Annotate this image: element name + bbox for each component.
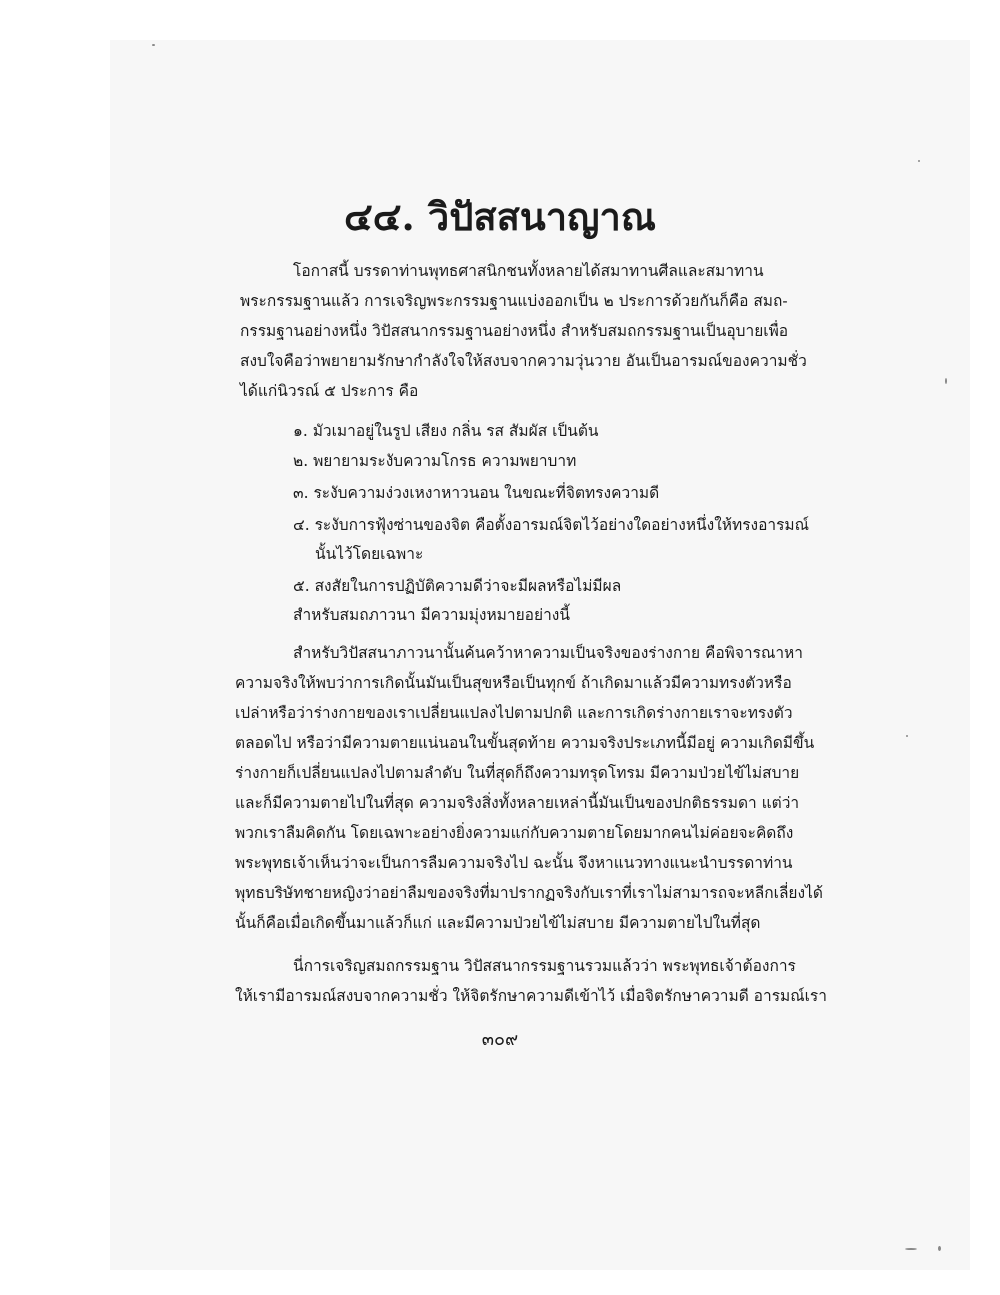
scan-speck [906,735,908,737]
page-number: ๓๐๙ [481,1029,519,1050]
scan-speck [938,1246,941,1251]
scan-speck [945,378,947,384]
scan-speck [905,1248,917,1250]
list-item: ๕. สงสัยในการปฏิบัติความดีว่าจะมีผลหรือไม่มีผล [293,577,622,595]
closing-line: นี่การเจริญสมถกรรมฐาน วิปัสสนากรรมฐานรวมแล้วว่า พระพุทธเจ้าต้องการ [293,957,796,975]
closing-line: ให้เรามีอารมณ์สงบจากความชั่ว ให้จิตรักษาความดีเข้าไว้ เมื่อจิตรักษาความดี อารมณ์เรา [235,987,827,1005]
list-item: ๓. ระงับความง่วงเหงาหาวนอน ในขณะที่จิตทรงความดี [293,484,660,502]
vipassana-line: พุทธบริษัทชายหญิงว่าอย่าลืมของจริงที่มาปรากฏจริงกับเราที่เราไม่สามารถจะหลีกเลี่ยงได้ [235,884,823,902]
vipassana-line: เปล่าหรือว่าร่างกายของเราเปลี่ยนแปลงไปตามปกติ และการเกิดร่างกายเราจะทรงตัว [235,704,793,722]
vipassana-line: นั้นก็คือเมื่อเกิดขึ้นมาแล้วก็แก่ และมีความป่วยไข้ไม่สบาย มีความตายไปในที่สุด [235,914,761,932]
vipassana-line: ร่างกายก็เปลี่ยนแปลงไปตามลำดับ ในที่สุดก็ถึงความทรุดโทรม มีความป่วยไข้ไม่สบาย [235,764,800,782]
list-item: ๑. มัวเมาอยู่ในรูป เสียง กลิ่น รส สัมผัส เป็นต้น [293,422,599,440]
list-item: ๒. พยายามระงับความโกรธ ความพยาบาท [293,452,577,470]
intro-line: กรรมฐานอย่างหนึ่ง วิปัสสนากรรมฐานอย่างหนึ่ง สำหรับสมถกรรมฐานเป็นอุบายเพื่อ [240,322,789,340]
intro-line: ได้แก่นิวรณ์ ๕ ประการ คือ [240,382,419,400]
intro-line: พระกรรมฐานแล้ว การเจริญพระกรรมฐานแบ่งออกเป็น ๒ ประการด้วยกันก็คือ สมถ- [240,292,788,310]
vipassana-line: และก็มีความตายไปในที่สุด ความจริงสิ่งทั้งหลายเหล่านี้มันเป็นของปกติธรรมดา แต่ว่า [235,794,800,812]
vipassana-line: ตลอดไป หรือว่ามีความตายแน่นอนในขั้นสุดท้าย ความจริงประเภทนี้มีอยู่ ความเกิดมีขึ้น [235,734,815,752]
vipassana-line: ความจริงให้พบว่าการเกิดนั้นมันเป็นสุขหรือเป็นทุกข์ ถ้าเกิดมาแล้วมีความทรงตัวหรือ [235,674,792,692]
intro-line: สงบใจคือว่าพยายามรักษากำลังใจให้สงบจากความวุ่นวาย อันเป็นอารมณ์ของความชั่ว [240,352,807,370]
samatha-line: สำหรับสมถภาวนา มีความมุ่งหมายอย่างนี้ [293,606,570,624]
vipassana-line: พวกเราลืมคิดกัน โดยเฉพาะอย่างยิ่งความแก่กับความตายโดยมากคนไม่ค่อยจะคิดถึง [235,824,794,842]
vipassana-line: พระพุทธเจ้าเห็นว่าจะเป็นการลืมความจริงไป ฉะนั้น จึงหาแนวทางแนะนำบรรดาท่าน [235,854,793,872]
list-item: ๔. ระงับการฟุ้งซ่านของจิต คือตั้งอารมณ์จิตไว้อย่างใดอย่างหนึ่งให้ทรงอารมณ์ [293,516,810,534]
list-item-continuation: นั้นไว้โดยเฉพาะ [315,545,424,563]
chapter-title: ๔๔. วิปัสสนาญาณ [343,194,657,239]
scan-speck [152,44,155,46]
intro-line: โอกาสนี้ บรรดาท่านพุทธศาสนิกชนทั้งหลายได้สมาทานศีลและสมาทาน [293,262,764,280]
scan-speck [918,160,920,162]
vipassana-line: สำหรับวิปัสสนาภาวนานั้นค้นคว้าหาความเป็นจริงของร่างกาย คือพิจารณาหา [293,644,803,662]
